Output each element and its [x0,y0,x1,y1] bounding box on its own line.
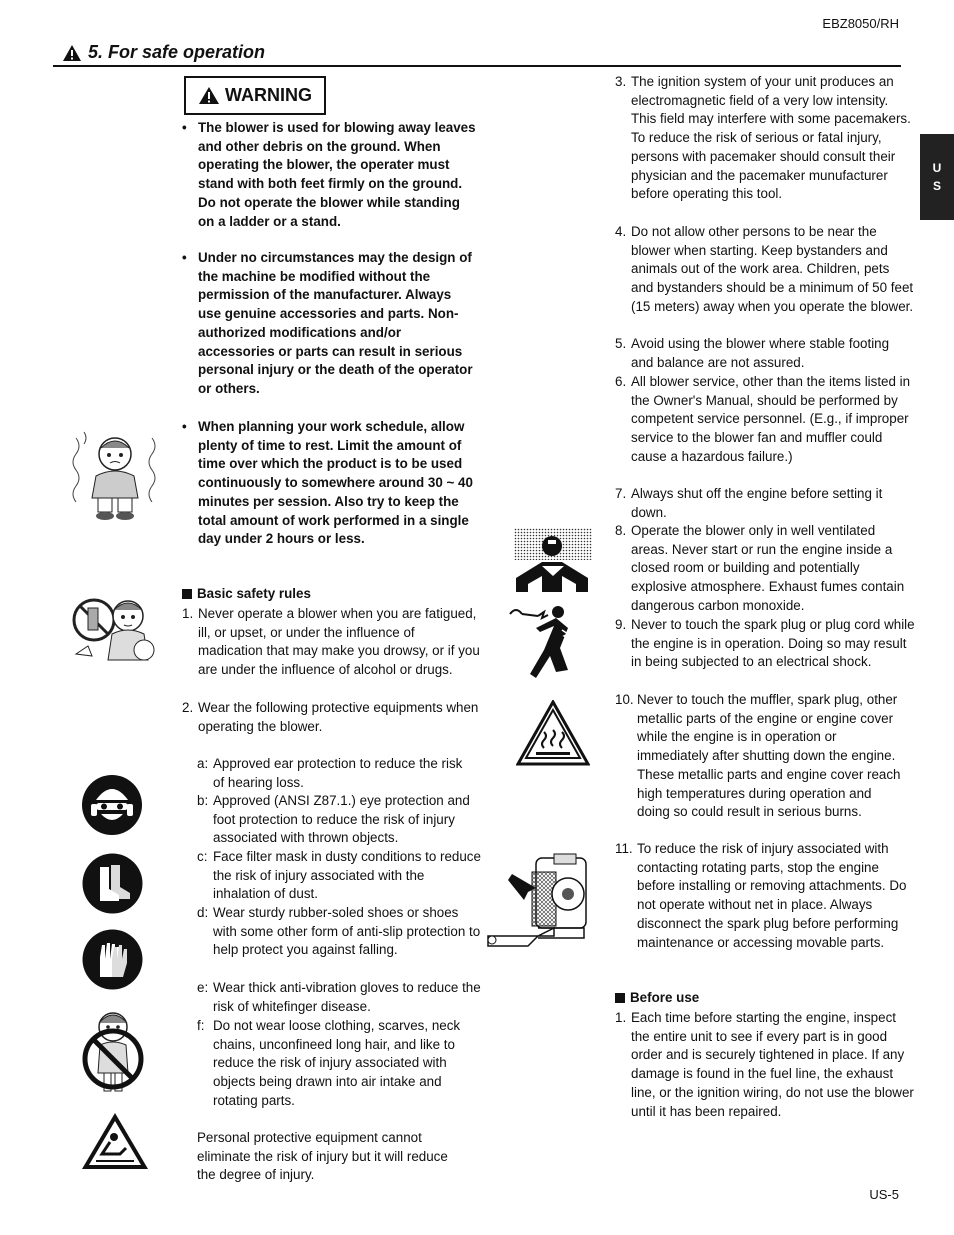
rule-8: 8. Operate the blower only in well ventilated areas. Never start or run the engine inside a closed room or building and potentially explosive atmosphere. Exhaust fumes contain dangerous carbon monoxide. [615,523,905,613]
square-bullet-icon [615,993,625,1003]
basic-rule-2: 2. Wear the following protective equipments when operating the blower. [182,700,479,734]
basic-safety-heading: Basic safety rules [182,586,311,601]
ppe-item-d: d: Wear sturdy rubber-soled shoes or shoes with some other form of anti-slip protection to help protect you against falling. [197,905,481,958]
basic-rule-1: 1. Never operate a blower when you are fatigued, ill, or upset, or under the influence of madication that may make you drowsy, or if you are under the influence of alcohol or drugs. [182,606,480,678]
square-bullet-icon [182,589,192,599]
model-number: EBZ8050/RH [822,16,899,31]
warning-bullet-1: • The blower is used for blowing away leaves and other debris on the ground. When operating the blower, the operater must stand with both feet firmly on the ground. Do not operate the blower while standing on a ladder or a stand. [182,119,478,231]
rule-5: 5. Avoid using the blower where stable footing and balance are not assured. [615,336,890,370]
section-title-text: 5. For safe operation [88,42,266,62]
tab-letter-s: S [932,179,941,193]
no-alcohol-illustration [70,592,164,664]
ppe-item-b: b: Approved (ANSI Z87.1.) eye protection and foot protection to reduce the risk of injury associated with thrown objects. [197,793,470,846]
ppe-item-c: c: Face filter mask in dusty conditions to reduce the risk of injury associated with the inhalation of dust. [197,849,481,902]
tab-letter-u: U [932,161,942,175]
ppe-item-f: f: Do not wear loose clothing, scarves, neck chains, unconfineed long hair, and like to reduce the risk of injury associated with objects being drawn into air intake and rotating parts. [197,1018,461,1108]
fatigue-illustration [68,428,162,522]
ppe-item-e: e: Wear thick anti-vibration gloves to reduce the risk of whitefinger disease. [197,980,481,1014]
rule-4: 4. Do not allow other persons to be near the blower when starting. Keep bystanders and animals out of the work area. Children, pets and bystanders should be a minimum of 50 feet (15 meters) away when you operate the blower. [615,224,914,314]
boots-icon [82,853,143,914]
blower-fan-illustration [484,852,606,952]
warning-triangle-icon [62,44,82,62]
header-rule [53,65,901,67]
slippery-warning-icon [80,1111,150,1171]
rule-11: 11. To reduce the risk of injury associated with contacting rotating parts, stop the engine before installing or removing attachments. Do not operate without net in place. Always disconnect the spark plug before performing maintenance or accessing movable parts. [615,841,907,950]
ppe-item-a: a: Approved ear protection to reduce the risk of hearing loss. [197,756,463,790]
gloves-icon [82,929,143,990]
head-protection-icon [81,774,143,836]
rule-3: 3. The ignition system of your unit produces an electromagnetic field of a very low intensity. This field may interfere with some pacemakers. To reduce the risk of serious or fatal injury, persons with pacemaker should consult their physician and the pacemaker munufacturer before operating this tool. [615,74,911,202]
carbon-monoxide-icon [514,528,592,594]
hot-surface-icon [516,700,590,766]
rule-6: 6. All blower service, other than the items listed in the Owner's Manual, should be performed by competent service personnel. (E.g., if improper service to the blower fan and muffler could cause a hazardous failure.) [615,374,911,464]
electric-shock-icon [508,604,574,684]
language-tab [920,134,954,220]
warning-label: WARNING [225,85,312,105]
ppe-note: Personal protective equipment cannot eliminate the risk of injury but it will reduce the degree of injury. [197,1130,448,1183]
rule-9: 9. Never to touch the spark plug or plug cord while the engine is in operation. Doing so may result in being subjected to an electrical shock. [615,617,915,670]
rule-7: 7. Always shut off the engine before setting it down. [615,486,883,520]
page-number: US-5 [869,1187,899,1202]
rule-10: 10. Never to touch the muffler, spark plug, other metallic parts of the engine or engine cover while the engine is in operation or immediately after shutting down the engine. These metallic parts and engine cover reach high temperatures during operation and doing so could result in serious burns. [615,692,901,820]
warning-bullet-3: • When planning your work schedule, allow plenty of time to rest. Limit the amount of time over which the product is to be used continuously to somewhere around 30 ~ 40 minutes per session. Also try to keep the total amount of work performed in a single day under 2 hours or less. [182,418,480,549]
section-title [62,42,265,63]
before-use-1: 1. Each time before starting the engine, inspect the entire unit to see if every part is in good order and is securely tightened in place. If any damage is found in the fuel line, the exhaust line, or the ignition wiring, do not use the blower until it has been repaired. [615,1010,914,1119]
before-use-heading: Before use [615,990,699,1005]
warning-bullet-2: • Under no circumstances may the design of the machine be modified without the permission of the manufacturer. Always use genuine accessories and parts. Non-authorized modifications and/or accessories or parts can result in serious personal injury or the death of the operator or others. [182,249,478,399]
warning-triangle-icon [198,86,220,105]
warning-box [184,76,326,115]
no-loose-clothing-icon [82,1005,144,1101]
